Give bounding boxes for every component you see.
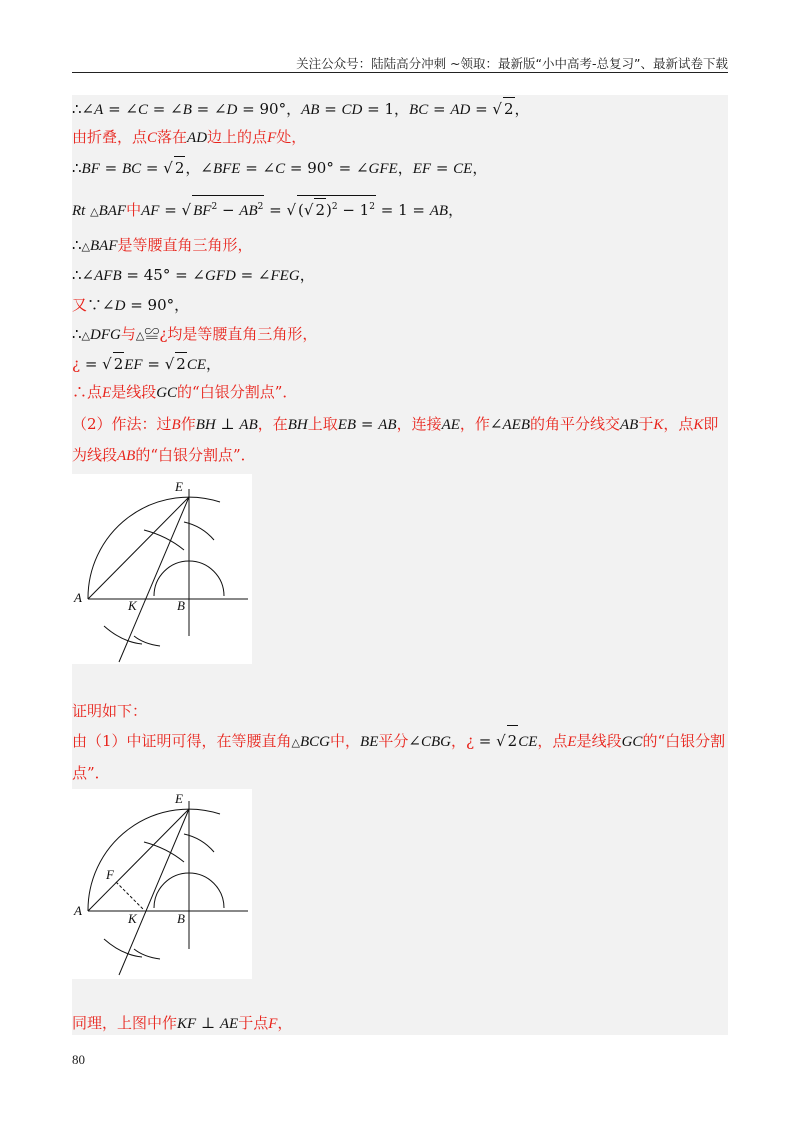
construction-figure-2 bbox=[72, 789, 252, 979]
construction-figure-1 bbox=[72, 474, 252, 664]
arc-mark-4 bbox=[134, 636, 160, 646]
line-4: Rt △BAF中AF = √ $BF^2 - AB^2$ = √ (√ $2)^2 - 1^2 = 1$ = AB， bbox=[72, 195, 728, 223]
dashed-kf bbox=[116, 882, 144, 910]
line-5: ∴△BAF是等腰直角三角形， bbox=[72, 236, 253, 254]
fig2-label-b: B bbox=[177, 911, 185, 926]
bisector-line bbox=[119, 809, 189, 975]
line-8: ∴△DFG与△≌¿均是等腰直角三角形， bbox=[72, 325, 318, 343]
line-14: 同理，上图中作KF ⊥ AE于点F， bbox=[72, 1014, 293, 1032]
fig2-label-f: F bbox=[106, 867, 114, 882]
fig1-label-e: E bbox=[175, 479, 183, 494]
fig2-label-k: K bbox=[128, 911, 137, 926]
header-rule bbox=[72, 72, 728, 73]
line-1: ∴∠A = ∠C = ∠B = ∠D = 90°，AB = CD = 1，BC = AD = √ 2， bbox=[72, 97, 728, 121]
fig1-label-a: A bbox=[74, 590, 82, 605]
arc-mark-1 bbox=[144, 530, 184, 550]
arc-mark-4 bbox=[134, 949, 160, 959]
line-2: 由折叠，点C落在AD边上的点F处， bbox=[72, 128, 307, 146]
line-6: ∴∠AFB = 45° = ∠GFD = ∠FEG， bbox=[72, 266, 315, 284]
fig1-label-k: K bbox=[128, 598, 137, 613]
page-header: 关注公众号：陆陆高分冲刺 ~领取：最新版“小中高考-总复习”、最新试卷下载 bbox=[296, 56, 728, 71]
line-12: 证明如下： bbox=[72, 702, 148, 720]
fig2-label-a: A bbox=[74, 903, 82, 918]
figure-1-svg bbox=[72, 474, 252, 664]
fig1-label-b: B bbox=[177, 598, 185, 613]
line-11: （2）作法：过B作BH ⊥ AB，在BH上取EB = AB，连接AE，作∠AEB的角平分线交AB于K，点K即为线段AB的“白银分割点”． bbox=[72, 415, 719, 464]
line-3: ∴BF = BC = √ 2，∠BFE = ∠C = 90° = ∠GFE，EF = CE， bbox=[72, 156, 728, 180]
arc-mark-3 bbox=[104, 626, 142, 644]
segment-ae bbox=[88, 809, 189, 911]
page-number: 80 bbox=[72, 1052, 85, 1067]
arc-radius-ab bbox=[88, 809, 220, 911]
segment-ae bbox=[88, 497, 189, 599]
line-7: 又∵∠D = 90°， bbox=[72, 296, 190, 314]
arc-mark-1 bbox=[144, 842, 184, 862]
arc-mark-3 bbox=[104, 939, 142, 957]
bisector-line bbox=[119, 497, 189, 662]
line-13: 由（1）中证明可得，在等腰直角△BCG中，BE平分∠CBG，¿ = √ 2CE，点E是线段GC的“白银分割点”． bbox=[72, 725, 728, 788]
line-10: ∴点E是线段GC的“白银分割点”． bbox=[72, 383, 298, 401]
figure-2-svg bbox=[72, 789, 252, 979]
line-9: ¿ = √ 2EF = √ 2CE， bbox=[72, 352, 728, 376]
fig2-label-e: E bbox=[175, 791, 183, 806]
arc-radius-ab bbox=[88, 497, 220, 599]
